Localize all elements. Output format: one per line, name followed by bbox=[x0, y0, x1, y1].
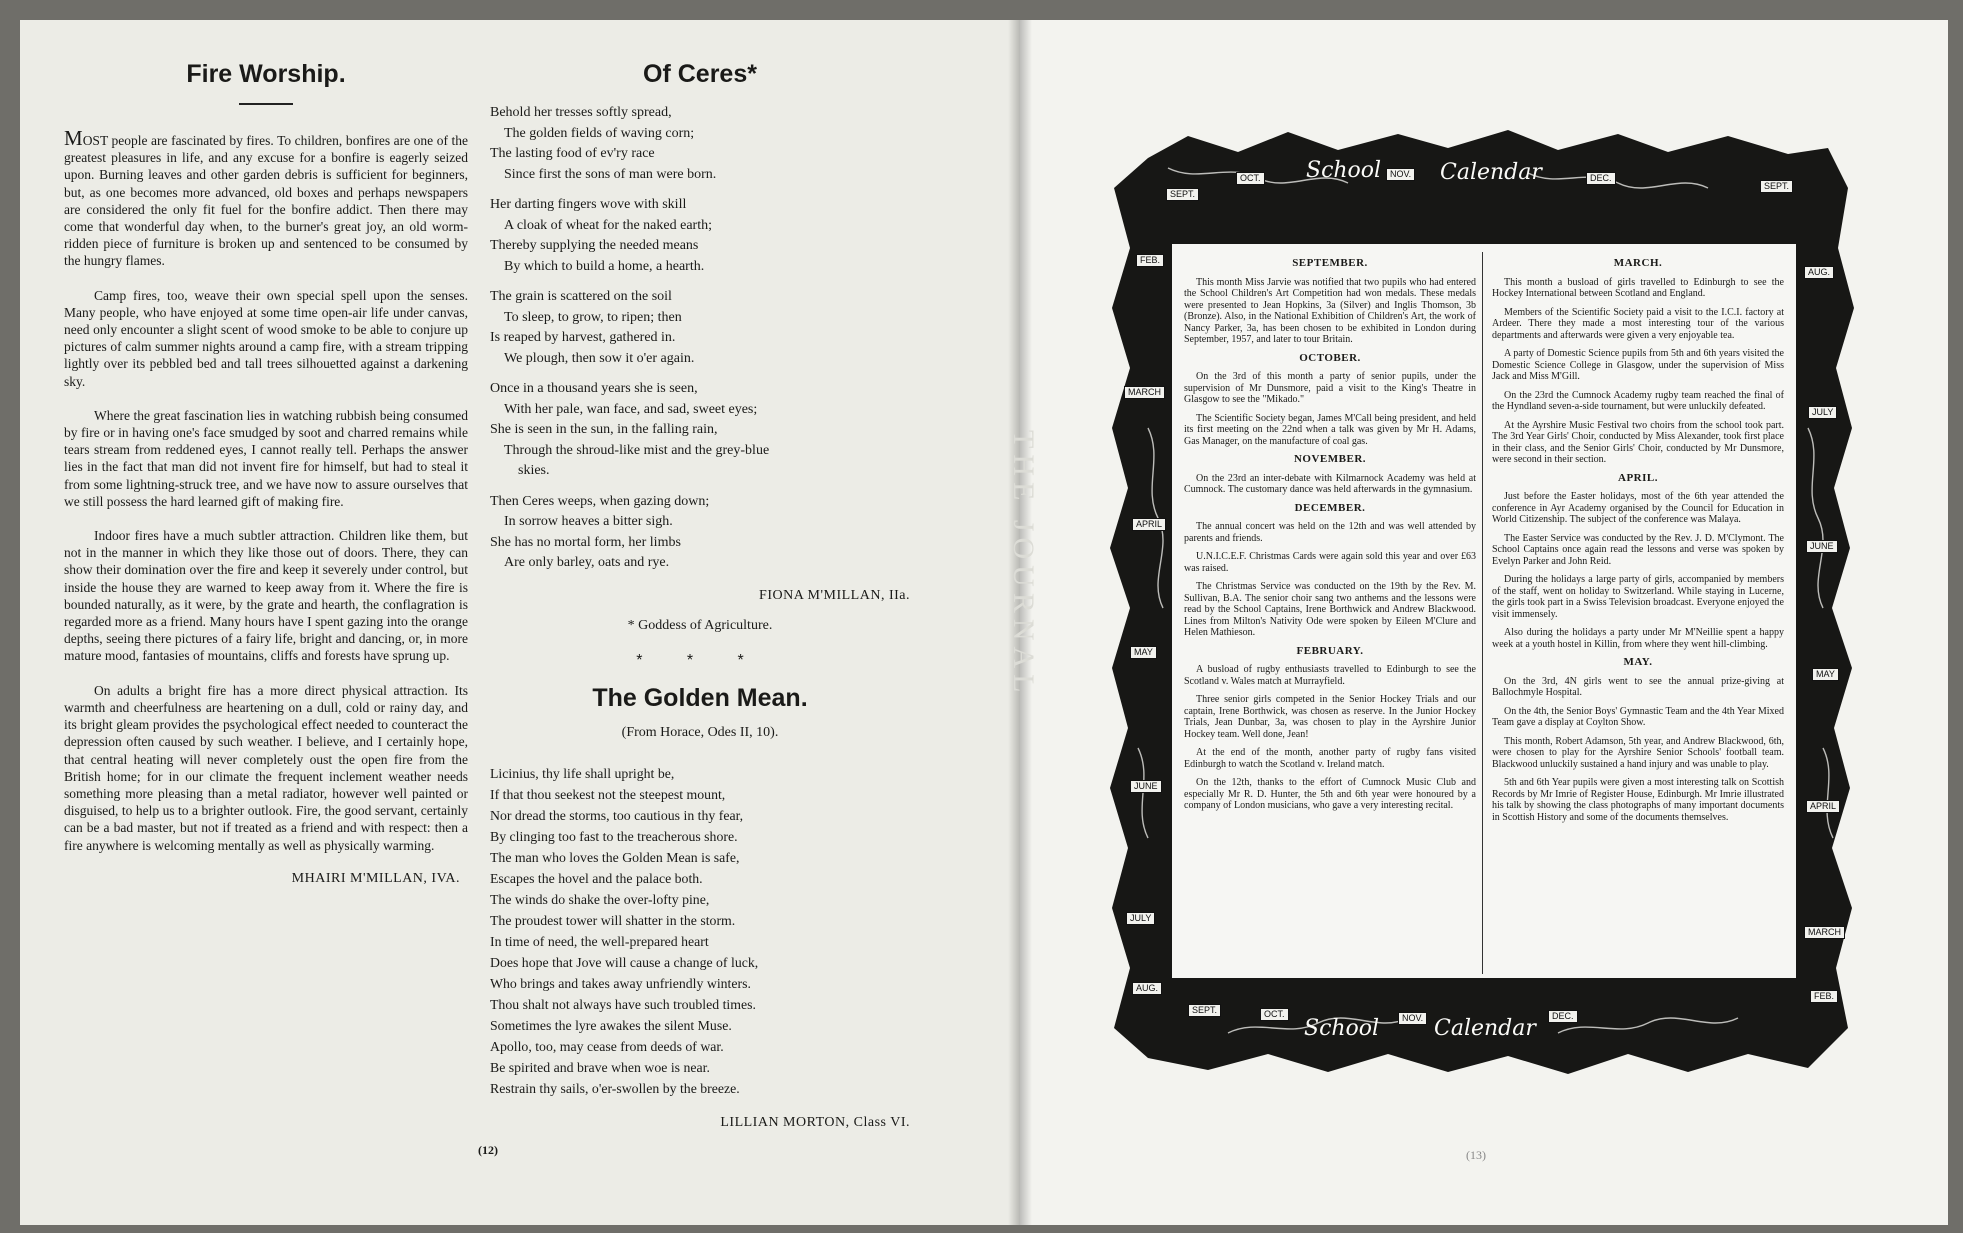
month-tab: DEC. bbox=[1548, 1010, 1578, 1023]
page-number-right: (13) bbox=[1466, 1148, 1486, 1162]
calendar-entry: This month a busload of girls travelled to Edinburgh to see the Hockey International between Scotland and England. bbox=[1492, 276, 1784, 299]
poem-line: She has no mortal form, her limbs bbox=[490, 534, 681, 550]
poem-line: To sleep, to grow, to ripen; then bbox=[504, 309, 682, 325]
month-tab: FEB. bbox=[1810, 990, 1838, 1003]
calendar-column-right bbox=[1492, 252, 1784, 830]
poem-stanza bbox=[490, 195, 910, 277]
calendar-month-heading: NOVEMBER. bbox=[1293, 453, 1367, 465]
calendar-entry: Members of the Scientific Society paid a visit to the I.C.I. factory at Ardeer. There they made a most interesting tour of the various departments and afterwards were given a very enjoyable tea. bbox=[1492, 306, 1784, 341]
calendar-entry: The Easter Service was conducted by the Rev. J. D. M'Clymont. The School Captains once again read the lessons and verse was spoken by Evelyn Parker and John Reid. bbox=[1492, 532, 1784, 567]
poem-line: By which to build a home, a hearth. bbox=[504, 258, 705, 274]
calendar-entry: At the end of the month, another party of rugby fans visited Edinburgh to watch the Scotland v. Ireland match. bbox=[1184, 747, 1476, 770]
month-tab: JULY bbox=[1126, 912, 1155, 925]
of-ceres-poem bbox=[490, 103, 910, 574]
golden-mean-title: The Golden Mean. bbox=[592, 683, 808, 712]
golden-mean-subtitle: (From Horace, Odes II, 10). bbox=[621, 724, 779, 740]
calendar-month-heading: SEPTEMBER. bbox=[1292, 257, 1368, 269]
poem-line: The lasting food of ev'ry race bbox=[490, 146, 655, 161]
month-tab: AUG. bbox=[1804, 266, 1834, 279]
month-tab: SEPT. bbox=[1188, 1004, 1221, 1017]
poem-line: Is reaped by harvest, gathered in. bbox=[490, 330, 676, 345]
poem-line: Apollo, too, may cease from deeds of war. bbox=[490, 1038, 724, 1054]
month-tab: NOV. bbox=[1398, 1012, 1427, 1025]
poem-line: skies. bbox=[518, 463, 550, 478]
poem-line: Escapes the hovel and the palace both. bbox=[490, 870, 703, 886]
calendar-month-heading: FEBRUARY. bbox=[1296, 644, 1364, 657]
poem-line: The man who loves the Golden Mean is safe, bbox=[490, 849, 740, 865]
calendar-entry: On the 3rd of this month a party of senior pupils, under the supervision of Mr Dunsmore, paid a visit to the King's Theatre in Glasgow to see the "Mikado." bbox=[1184, 371, 1476, 405]
poem-line: She is seen in the sun, in the falling rain, bbox=[490, 422, 718, 437]
poem-line: If that thou seekest not the steepest mount, bbox=[490, 786, 726, 802]
calendar-entry: A party of Domestic Science pupils from 5th and 6th years visited the Domestic Science College in Glasgow, under the supervision of Miss Jack and Miss M'Gill. bbox=[1492, 348, 1784, 382]
month-tab: AUG. bbox=[1132, 982, 1162, 995]
calendar-entry: This month Miss Jarvie was notified that two pupils who had entered the School Children's Art Competition had won medals. These medals were presented to Jean Hopkins, 3a (Silver) and Inglis Thomson, 3b (Bronze). Also, in the National Exhibition of Children's Art, the work of Nancy Parker, 3a, has been chosen to be exhibited in London during September, 1957, and later to tour Britain. bbox=[1184, 276, 1476, 345]
month-tab: MARCH bbox=[1124, 386, 1165, 399]
month-tab: NOV. bbox=[1386, 168, 1415, 181]
calendar-banner-school: School bbox=[1306, 158, 1382, 183]
month-tab: OCT. bbox=[1260, 1008, 1289, 1021]
poem-line: Licinius, thy life shall upright be, bbox=[490, 765, 675, 781]
title-rule bbox=[239, 103, 293, 105]
poem-line: Through the shroud-like mist and the grey-blue bbox=[504, 442, 770, 458]
poem-line: Does hope that Jove will cause a change of luck, bbox=[490, 954, 759, 970]
month-tab: APRIL bbox=[1806, 800, 1840, 813]
calendar-entry: The Scientific Society began, James M'Call being president, and held its first meeting on the 22nd when a talk was given by Mr H. Adams, Gas Manager, on the manufacture of coal gas. bbox=[1184, 412, 1476, 447]
month-tab: SEPT. bbox=[1166, 188, 1199, 201]
month-tab: FEB. bbox=[1136, 254, 1164, 267]
month-tab: JUNE bbox=[1806, 540, 1838, 553]
golden-mean-author: LILLIAN MORTON, Class VI. bbox=[720, 1114, 910, 1130]
poem-line: Then Ceres weeps, when gazing down; bbox=[490, 493, 710, 509]
month-tab: JULY bbox=[1808, 406, 1837, 419]
calendar-month-heading: MAY. bbox=[1623, 656, 1653, 668]
poem-stanza bbox=[490, 492, 910, 574]
show-through-text: THE bbox=[1007, 430, 1040, 507]
calendar-text-panel bbox=[1172, 244, 1796, 978]
fire-worship-body bbox=[64, 126, 468, 854]
poems-column bbox=[490, 60, 910, 1131]
paragraph-text: OST people are fascinated by fires. To children, bonfires are one of the greatest pleasures in life, and any excuse for a bonfire is eagerly seized upon. Burning leaves and other garden debris is sufficient for beginners, but, as one becomes more advanced, old boxes and perhaps newspapers are considered the only fit fuel for the bonfire addict. Then there may come that wonderful day when, to the burner's great joy, an old worm-ridden piece of furniture is broken up and sentenced to be consumed by the hungry flames. bbox=[64, 133, 468, 269]
calendar-banner-school-bottom: School bbox=[1304, 1016, 1380, 1041]
of-ceres-author: FIONA M'MILLAN, IIa. bbox=[759, 587, 910, 603]
paragraph: Where the great fascination lies in watching rubbish being consumed by fire or in having one's face smudged by soot and charred remains while tears stream from reddened eyes, I cannot really tell. Perhaps the answer lies in the fact that man did not invent fire for himself, but had to steal it from some lightning-struck tree, and we have now to assure ourselves that we still possess the hard learned gift of making fire. bbox=[64, 407, 468, 509]
page-number-left: (12) bbox=[478, 1143, 498, 1157]
calendar-entry: On the 3rd, 4N girls went to see the annual prize-giving at Ballochmyle Hospital. bbox=[1492, 675, 1784, 698]
calendar-banner-calendar: Calendar bbox=[1440, 160, 1542, 185]
poem-line: In sorrow heaves a bitter sigh. bbox=[504, 514, 673, 529]
calendar-entry: Also during the holidays a party under Mr M'Neillie spent a happy week at a youth hostel in Killin, from where they went hill-climbing. bbox=[1492, 627, 1784, 650]
month-tab: OCT. bbox=[1236, 172, 1265, 185]
calendar-banner-calendar-bottom: Calendar bbox=[1434, 1016, 1536, 1041]
calendar-entry: U.N.I.C.E.F. Christmas Cards were again sold this year and over £63 was raised. bbox=[1184, 551, 1476, 574]
fire-worship-article bbox=[64, 60, 468, 887]
calendar-entry: On the 23rd the Cumnock Academy rugby team reached the final of the Hyndland seven-a-side tournament, but were unluckily defeated. bbox=[1492, 389, 1784, 412]
poem-line: In time of need, the well-prepared heart bbox=[490, 933, 709, 949]
poem-line: Nor dread the storms, too cautious in thy fear, bbox=[490, 807, 744, 823]
poem-line: Her darting fingers wove with skill bbox=[490, 197, 687, 212]
poem-line: Since first the sons of man were born. bbox=[504, 166, 717, 182]
fire-worship-author: MHAIRI M'MILLAN, IVA. bbox=[291, 870, 460, 886]
calendar-entry: 5th and 6th Year pupils were given a most interesting talk on Scottish Records by Mr Imrie of Register House, Edinburgh. Mr Imrie illustrated his talk by showing the class photographs of many important documents in Scottish History and some of the documents themselves. bbox=[1492, 777, 1784, 823]
section-separator: * * * bbox=[636, 651, 764, 669]
calendar-month-heading: OCTOBER. bbox=[1299, 351, 1361, 364]
poem-line: Restrain thy sails, o'er-swollen by the breeze. bbox=[490, 1080, 740, 1096]
poem-line: The proudest tower will shatter in the storm. bbox=[490, 912, 736, 928]
poem-line: A cloak of wheat for the naked earth; bbox=[504, 217, 712, 233]
fire-worship-title: Fire Worship. bbox=[186, 60, 346, 88]
calendar-entry: The annual concert was held on the 12th and was well attended by parents and friends. bbox=[1184, 521, 1476, 544]
calendar-entry: This month, Robert Adamson, 5th year, and Andrew Blackwood, 6th, were chosen to play for the Ayrshire Senior Schools' football team. Blackwood unluckily sustained a hand injury and was unable to play. bbox=[1492, 735, 1784, 770]
calendar-entry: On the 4th, the Senior Boys' Gymnastic Team and the 4th Year Mixed Team gave a display at Coylton Show. bbox=[1492, 705, 1784, 728]
poem-line: The grain is scattered on the soil bbox=[490, 289, 672, 304]
calendar-entry: During the holidays a large party of girls, accompanied by members of the staff, went on holiday to Switzerland. While staying in Lucerne, the girls took part in a Swiss Television broadcast. Everyone enjoyed the visit immensely. bbox=[1492, 574, 1784, 620]
poem-line: Behold her tresses softly spread, bbox=[490, 105, 672, 120]
golden-mean-poem bbox=[490, 763, 910, 1099]
poem-stanza bbox=[490, 103, 910, 185]
calendar-month-heading: MARCH. bbox=[1613, 257, 1663, 269]
of-ceres-footnote: * Goddess of Agriculture. bbox=[627, 617, 773, 633]
poem-line: Be spirited and brave when woe is near. bbox=[490, 1059, 710, 1075]
poem-line: Thou shalt not always have such troubled times. bbox=[490, 996, 756, 1012]
poem-line: Sometimes the lyre awakes the silent Muse. bbox=[490, 1017, 732, 1033]
calendar-month-heading: DECEMBER. bbox=[1294, 501, 1366, 514]
month-tab: APRIL bbox=[1132, 518, 1166, 531]
paragraph: On adults a bright fire has a more direct physical attraction. Its warmth and cheerfulness are heartening on a dull, cold or rainy day, and its bright gleam provides the psychological effect needed to counteract the depression often caused by such weather. I believe, and I certainly hope, that central heating will never completely oust the open fire from the British home; for in our climate the frequent inclement weather needs something more pleasing than a metal radiator, however well painted or disguised, to help us to a brighter outlook. Fire, the good servant, certainly can be a bad master, but not if treated as a friend and with respect: then a fire anywhere is welcoming mentally as well as physically warming. bbox=[64, 682, 468, 853]
calendar-column-left bbox=[1184, 252, 1476, 819]
month-tab: MARCH bbox=[1804, 926, 1845, 939]
calendar-entry: On the 12th, thanks to the effort of Cumnock Music Club and especially Mr R. D. Hunter, the 5th and 6th year were honoured by a company of London musicians, who gave a very interesting recital. bbox=[1184, 777, 1476, 811]
poem-line: Are only barley, oats and rye. bbox=[504, 555, 670, 570]
paragraph bbox=[64, 126, 468, 270]
paragraph: Camp fires, too, weave their own special spell upon the senses. Many people, who have enjoyed at some time open-air life under canvas, need only encounter a slight scent of wood smoke to be able to conjure up pictures of calm summer nights around a camp fire, with a stream tripping lightly over its pebbled bed and tall trees silhouetted against a darkening sky. bbox=[64, 287, 468, 389]
school-calendar-frame bbox=[1108, 128, 1856, 1076]
calendar-entry: The Christmas Service was conducted on the 19th by the Rev. M. Sullivan, B.A. The senior choir sang two anthems and the lessons were read by the School Captains, Irene Borthwick and Andrew Blackwood. Lines from Milton's Nativity Ode were spoken by Eileen M'Clure and Helen Mathieson. bbox=[1184, 581, 1476, 638]
paragraph: Indoor fires have a much subtler attraction. Children like them, but not in the manner in which they like those out of doors. There, they can show their domination over the fire and keep it severely under control, but inside the house they are warned to keep away from it. Where the fire is bounded naturally, as it were, by the grate and hearth, the conflagration is regarded more as a friend. Many hours have I spent gazing into the orange depths, seeing there pictures of a fairy life, bright and dancing, or, in more mature mood, fantasies of mountains, cliffs and forests have sprung up. bbox=[64, 528, 468, 664]
of-ceres-title: Of Ceres* bbox=[643, 60, 757, 88]
calendar-entry: On the 23rd an inter-debate with Kilmarnock Academy was held at Cumnock. The customary dance was held afterwards in the gymnasium. bbox=[1184, 472, 1476, 495]
month-tab: SEPT. bbox=[1760, 180, 1793, 193]
poem-line: The winds do shake the over-lofty pine, bbox=[490, 891, 710, 907]
month-tab: MAY bbox=[1130, 646, 1157, 659]
poem-line: By clinging too fast to the treacherous shore. bbox=[490, 828, 738, 844]
column-divider bbox=[1482, 252, 1483, 974]
calendar-month-heading: APRIL. bbox=[1618, 471, 1658, 484]
poem-line: Once in a thousand years she is seen, bbox=[490, 381, 698, 396]
calendar-entry: A busload of rugby enthusiasts travelled to Edinburgh to see the Scotland v. Wales match at Murrayfield. bbox=[1184, 664, 1476, 687]
poem-line: Who brings and takes away unfriendly winters. bbox=[490, 975, 751, 991]
poem-line: The golden fields of waving corn; bbox=[504, 125, 695, 141]
month-tab: DEC. bbox=[1586, 172, 1616, 185]
calendar-entry: Three senior girls competed in the Senior Hockey Trials and our captain, Irene Borthwick, was chosen as reserve. In the Junior Hockey Trials, Jean Dunbar, 3a, was chosen to play in the Ayrshire Junior Hockey team. Well done, Jean! bbox=[1184, 694, 1476, 740]
calendar-entry: At the Ayrshire Music Festival two choirs from the school took part. The 3rd Year Girls' Choir, conducted by Miss Alexander, took first place in their class, and the Senior Girls' Choir, conducted by Mr Dunsmore, were second in their section. bbox=[1492, 419, 1784, 465]
poem-stanza bbox=[490, 287, 910, 369]
poem-line: Thereby supplying the needed means bbox=[490, 238, 699, 253]
poem-line: We plough, then sow it o'er again. bbox=[504, 350, 695, 366]
month-tab: JUNE bbox=[1130, 780, 1162, 793]
poem-line: With her pale, wan face, and sad, sweet eyes; bbox=[504, 401, 758, 417]
month-tab: MAY bbox=[1812, 668, 1839, 681]
poem-stanza bbox=[490, 379, 910, 482]
drop-cap: M bbox=[64, 126, 83, 150]
calendar-entry: Just before the Easter holidays, most of the 6th year attended the conference in Ayr Academy organised by the Council for Education in World Citizenship. The subject of the conference was Malaya. bbox=[1492, 491, 1784, 525]
